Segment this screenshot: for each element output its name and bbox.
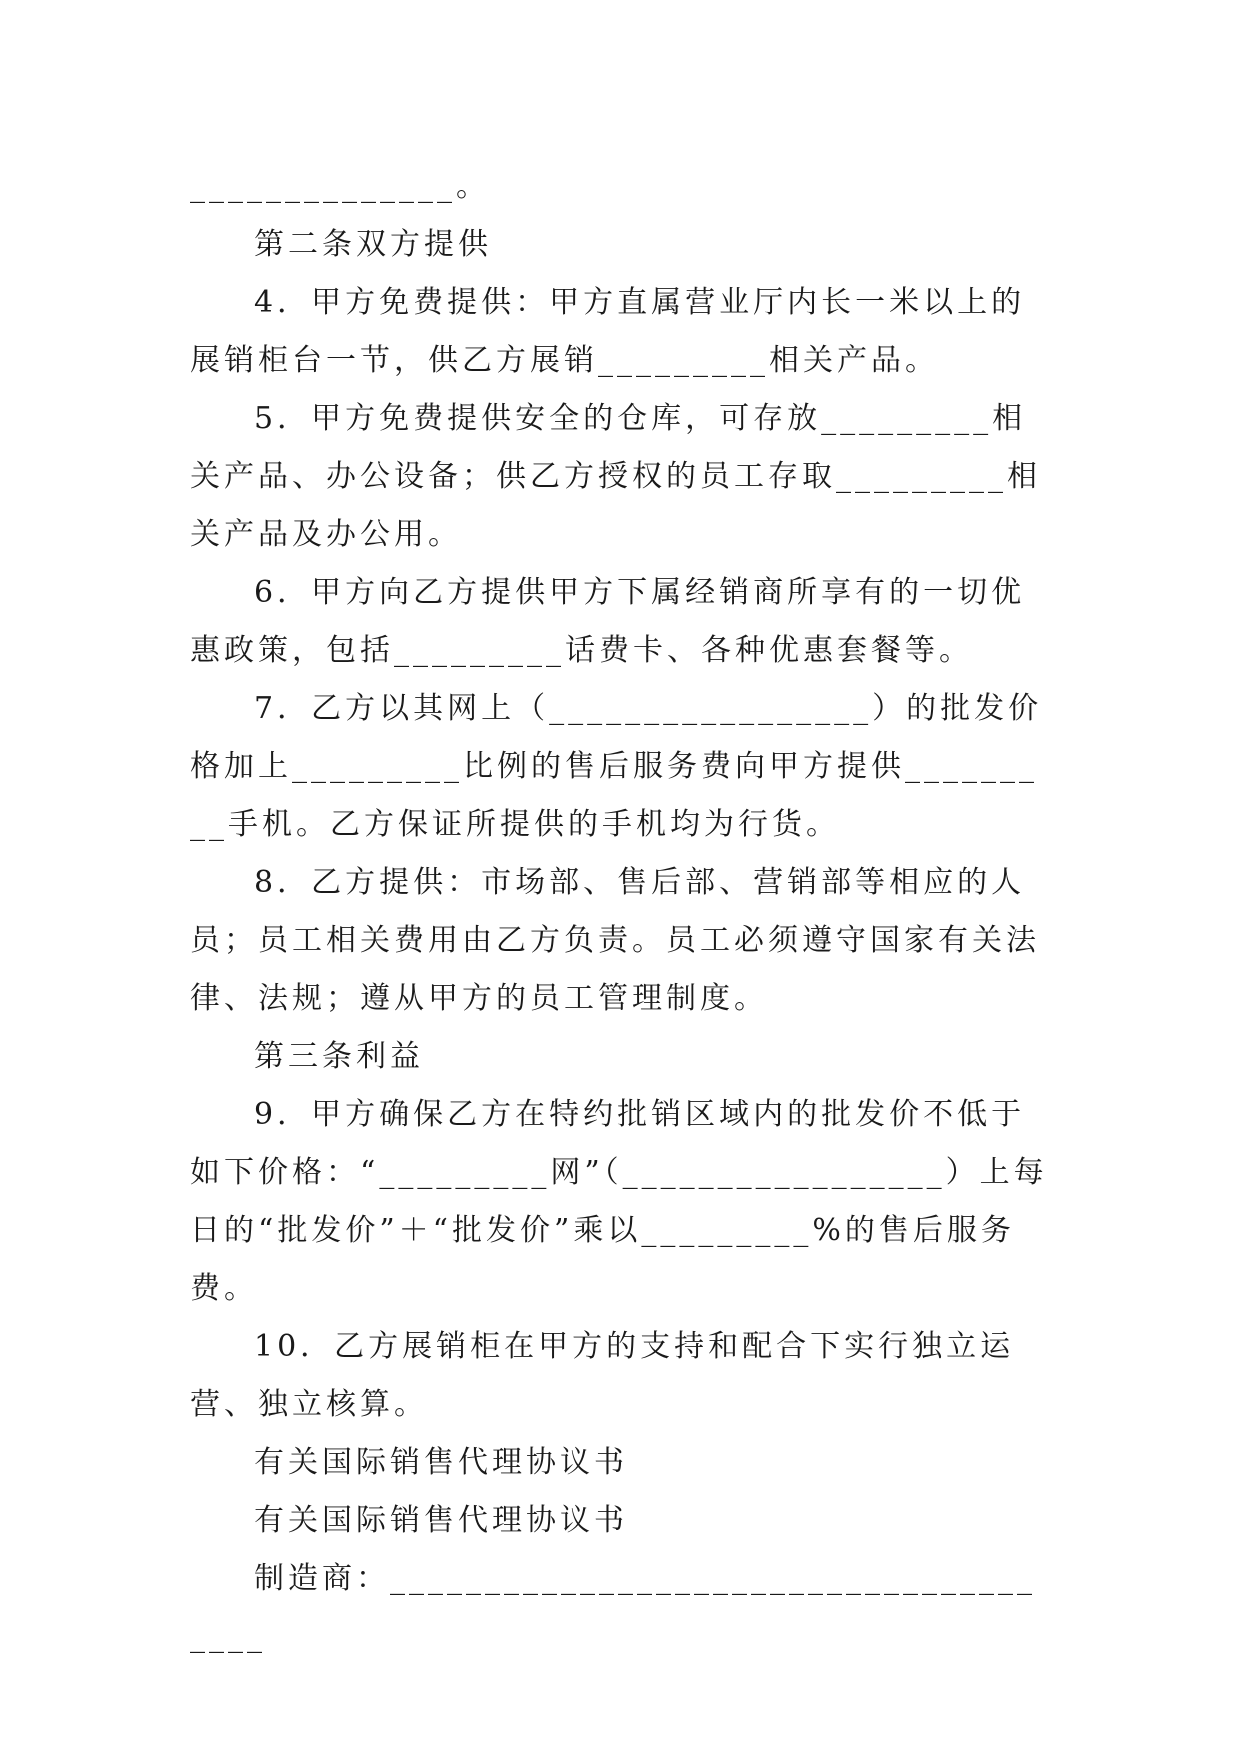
clause-4: 4．甲方免费提供：甲方直属营业厅内长一米以上的展销柜台一节，供乙方展销_________相关产品。: [190, 285, 1026, 378]
clause-6: 6．甲方向乙方提供甲方下属经销商所享有的一切优惠政策，包括_________话费卡、各种优惠套餐等。: [190, 575, 1026, 668]
agreement-title: 有关国际销售代理协议书: [254, 1445, 628, 1480]
article-3-heading: 第三条利益: [254, 1039, 424, 1074]
agreement-title-repeat: 有关国际销售代理协议书: [254, 1503, 628, 1538]
clause-9: 9．甲方确保乙方在特约批销区域内的批发价不低于如下价格：“_________网”（_________________）上每日的“批发价”＋“批发价”乘以_________%的售后服务费。: [190, 1097, 1048, 1306]
document-body: [190, 158, 1048, 1666]
manufacturer-field: 制造商：______________________________________: [190, 1561, 1036, 1654]
clause-5: 5．甲方免费提供安全的仓库，可存放_________相关产品、办公设备；供乙方授权的员工存取_________相关产品及办公用。: [190, 401, 1041, 552]
clause-8: 8．乙方提供：市场部、售后部、营销部等相应的人员；员工相关费用由乙方负责。员工必须遵守国家有关法律、法规；遵从甲方的员工管理制度。: [190, 865, 1040, 1016]
clause-10: 10．乙方展销柜在甲方的支持和配合下实行独立运营、独立核算。: [190, 1329, 1015, 1422]
article-2-heading: 第二条双方提供: [254, 227, 492, 262]
blank-line: ______________。: [190, 169, 490, 204]
clause-7: 7．乙方以其网上（_________________）的批发价格加上_________比例的售后服务费向甲方提供_________手机。乙方保证所提供的手机均为行货。: [190, 691, 1043, 842]
